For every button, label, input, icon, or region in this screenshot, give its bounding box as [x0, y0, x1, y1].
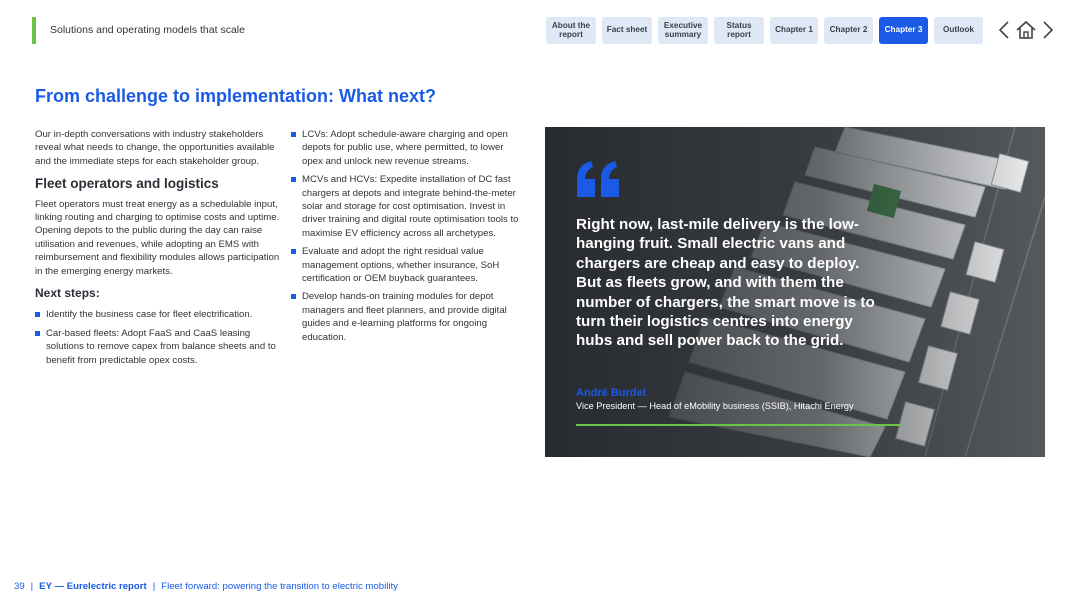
chevron-right-icon[interactable]: [1041, 19, 1055, 41]
quote-mark-icon: [575, 159, 623, 199]
list-item: Car-based fleets: Adopt FaaS and CaaS leasing solutions to remove capex from balance sheets and to benefit from predictable opex costs.: [35, 327, 280, 367]
fleet-body: Fleet operators must treat energy as a schedulable input, linking routing and charging to optimise costs and uptime. Opening depots to the public during the day can raise utilisation and revenues, while adopting an EMS with reimbursement and flexibility modules allows participation in the emerging energy markets.: [35, 198, 280, 277]
left-column: [35, 128, 280, 372]
quote-divider: [576, 424, 901, 426]
quote-photo-panel: [545, 127, 1045, 457]
quote-author: André Burdet: [576, 387, 647, 399]
chapter-nav: [546, 17, 983, 44]
nav-chapter-1[interactable]: Chapter 1: [770, 17, 818, 44]
next-steps-list: [35, 308, 280, 367]
quote-text: Right now, last-mile delivery is the low-hanging fruit. Small electric vans and chargers are cheap and easy to deploy. But as fleets grow, and with them the number of chargers, the smart move is to turn their logistics centres into energy hubs and sell power back to the grid.: [576, 216, 875, 350]
list-item: Evaluate and adopt the right residual value management options, whether insurance, SoH certification or OEM buyback guarantees.: [291, 245, 523, 285]
nav-status-report[interactable]: Status report: [714, 17, 764, 44]
footer-subtitle: Fleet forward: powering the transition to electric mobility: [161, 581, 398, 592]
nav-outlook[interactable]: Outlook: [934, 17, 983, 44]
list-item: LCVs: Adopt schedule-aware charging and open depots for public use, where permitted, to lower opex and unlock new revenue streams.: [291, 128, 523, 168]
footer-separator: |: [30, 581, 34, 592]
section-accent-bar: [32, 17, 36, 44]
list-item: Develop hands-on training modules for depot managers and fleet planners, and provide digital guides and e-learning platforms for ongoing education.: [291, 290, 523, 344]
list-item: MCVs and HCVs: Expedite installation of DC fast chargers at depots and integrate behind-the-meter solar and storage for cost optimisation. Invest in driver training and digital route optimisation tools to maximise EV efficiency across all archetypes.: [291, 173, 523, 240]
fleet-heading: Fleet operators and logistics: [35, 176, 219, 192]
steps-list: [291, 128, 523, 344]
list-item: Identify the business case for fleet electrification.: [35, 308, 280, 321]
home-icon[interactable]: [1015, 19, 1037, 41]
footer-separator: |: [152, 581, 156, 592]
quote-author-role: Vice President — Head of eMobility business (SSIB), Hitachi Energy: [576, 401, 854, 411]
page-title: From challenge to implementation: What next?: [35, 86, 437, 106]
nav-fact-sheet[interactable]: Fact sheet: [602, 17, 652, 44]
next-steps-heading: Next steps:: [35, 286, 100, 301]
middle-column: [291, 128, 523, 349]
page-nav-icons: [997, 19, 1055, 41]
nav-chapter-3[interactable]: Chapter 3: [879, 17, 928, 44]
chevron-left-icon[interactable]: [997, 19, 1011, 41]
intro-text: Our in-depth conversations with industry stakeholders reveal what needs to change, the opportunities available and the immediate steps for each stakeholder group.: [35, 129, 275, 167]
footer: [14, 581, 398, 592]
footer-brand: EY — Eurelectric report: [39, 581, 147, 592]
section-title: Solutions and operating models that scale: [50, 24, 245, 36]
nav-chapter-2[interactable]: Chapter 2: [824, 17, 873, 44]
nav-executive-summary[interactable]: Executive summary: [658, 17, 708, 44]
nav-about-the-report[interactable]: About the report: [546, 17, 596, 44]
page-number: 39: [14, 581, 25, 592]
